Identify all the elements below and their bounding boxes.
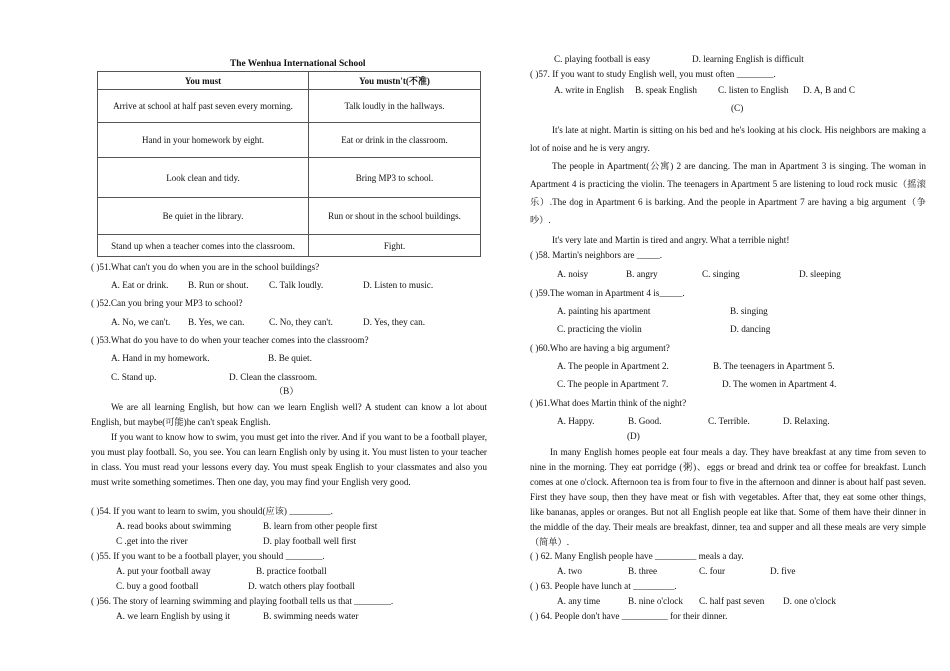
question-57: ( )57. If you want to study English well, you must often ________. [530,69,776,79]
passage-c-paragraph: It's very late and Martin is tired and angry. What a terrible night! [552,235,790,245]
table-cell: Stand up when a teacher comes into the classroom. [98,235,309,257]
passage-b-paragraph: If you want to know how to swim, you must get into the river. And if you want to be a football player, you must play football. So, you see. You can learn English only by using it. You must listen to your teacher in class. You must read your lessons every day. You must speak English to your classmates and also you must write something sometimes. Then one day, you may find your English very good. [91,432,487,487]
school-rules-table [97,71,481,257]
option: A. Hand in my homework. [111,353,210,363]
option: B. swimming needs water [263,611,359,621]
option: C. Stand up. [111,372,157,382]
option: C. No, they can't. [269,317,333,327]
option: A. painting his apartment [557,306,651,316]
option: B. practice football [256,566,327,576]
option: B. Good. [628,416,662,426]
option: D. Yes, they can. [363,317,426,327]
option: C. The people in Apartment 7. [557,379,669,389]
table-row [98,158,481,198]
option: A. No, we can't. [111,317,171,327]
column-header: You mustn't(不准) [309,72,481,90]
option: B. singing [730,306,768,316]
option: C. buy a good football [116,581,199,591]
option: B. The teenagers in Apartment 5. [713,361,835,371]
option: A. two [557,566,583,576]
option: C. singing [702,269,740,279]
option: D. one o'clock [783,596,836,606]
option: D. sleeping [799,269,841,279]
option: A. read books about swimming [116,521,232,531]
table-row [98,123,481,158]
table-cell: Arrive at school at half past seven every morning. [98,90,309,123]
option: C. practicing the violin [557,324,642,334]
question-61: ( )61.What does Martin think of the night? [530,398,687,408]
option: D. A, B and C [803,85,856,95]
option: D. The women in Apartment 4. [722,379,837,389]
option: C. half past seven [699,596,765,606]
page-title: The Wenhua International School [230,59,366,69]
table-row [98,90,481,123]
question-56: ( )56. The story of learning swimming and playing football tells us that ________. [91,596,394,606]
option: D. watch others play football [248,581,355,591]
option: C. listen to English [718,85,789,95]
table-cell: Look clean and tidy. [98,158,309,198]
table-cell: Bring MP3 to school. [309,158,481,198]
question-52: ( )52.Can you bring your MP3 to school? [91,298,243,308]
option: B. Be quiet. [268,353,312,363]
question-59: ( )59.The woman in Apartment 4 is_____. [530,288,685,298]
option: D. Clean the classroom. [229,372,318,382]
option: A. Happy. [557,416,595,426]
option: D. five [770,566,796,576]
question-51: ( )51.What can't you do when you are in the school buildings? [91,262,320,272]
table-row [98,198,481,235]
option: B. three [628,566,658,576]
question-64: ( ) 64. People don't have __________ for their dinner. [530,611,728,621]
question-53: ( )53.What do you have to do when your teacher comes into the classroom? [91,335,369,345]
table-cell: Fight. [309,235,481,257]
question-63: ( ) 63. People have lunch at _________. [530,581,677,591]
option: C .get into the river [116,536,188,546]
option: C. playing football is easy [554,54,651,64]
option: A. put your football away [116,566,211,576]
option: A. noisy [557,269,589,279]
passage-c-paragraph: The people in Apartment(公寓) 2 are dancing. The man in Apartment 3 is singing. The woman in Apartment 4 is practicing the violin. The teenagers in Apartment 5 are listening to loud rock music（摇滚乐）.The dog in Apartment 6 is barking. And the people in Apartment 7 are having a big argument（争吵）. [530,161,926,225]
passage-b-paragraph: We are all learning English, but how can we learn English well? A student can know a lot about English, but maybe(可能)he can't speak English. [91,402,487,427]
option: C. four [699,566,726,576]
option: D. Relaxing. [783,416,830,426]
passage-d-paragraph: In many English homes people eat four meals a day. They have breakfast at any time from seven to nine in the morning. They eat porridge (粥)、eggs or bread and drink tea or coffee for breakfast. Lunch comes at one o'clock. Afternoon tea is from four to five in the afternoon and dinner is about half past seven. First they have soup, then they have meat or fish with vegetables. After that, they eat some other things, like bananas, apples or oranges. But not all English people eat like that. Some of them have their dinner in the middle of the day. Their meals are breakfast, dinner, tea and supper and all these meals are very simple（简单）. [530,447,926,547]
option: D. play football well first [263,536,357,546]
option: B. Yes, we can. [188,317,245,327]
table-cell: Talk loudly in the hallways. [309,90,481,123]
table-cell: Run or shout in the school buildings. [309,198,481,235]
option: A. Eat or drink. [111,280,169,290]
option: B. angry [626,269,658,279]
section-heading: （B） [274,386,299,396]
passage-c-paragraph: It's late at night. Martin is sitting on his bed and he's looking at his clock. His neighbors are making a lot of noise and he is very angry. [530,125,926,153]
option: D. Listen to music. [363,280,434,290]
option: B. Run or shout. [188,280,249,290]
option: A. write in English [554,85,624,95]
section-heading: (C) [731,103,744,113]
option: C. Terrible. [708,416,750,426]
table-cell: Be quiet in the library. [98,198,309,235]
question-60: ( )60.Who are having a big argument? [530,343,670,353]
option: A. any time [557,596,601,606]
section-heading: (D) [627,431,640,441]
question-55: ( )55. If you want to be a football player, you should ________. [91,551,325,561]
option: B. nine o'clock [628,596,683,606]
option: B. learn from other people first [263,521,378,531]
option: D. learning English is difficult [692,54,804,64]
table-row [98,235,481,257]
question-58: ( )58. Martin's neighbors are _____. [530,250,663,260]
column-header: You must [98,72,309,90]
question-62: ( ) 62. Many English people have _________ meals a day. [530,551,744,561]
table-cell: Hand in your homework by eight. [98,123,309,158]
option: C. Talk loudly. [269,280,324,290]
option: A. we learn English by using it [116,611,231,621]
table-cell: Eat or drink in the classroom. [309,123,481,158]
option: B. speak English [635,85,698,95]
option: A. The people in Apartment 2. [557,361,669,371]
question-54: ( )54. If you want to learn to swim, you should(应该) _________. [91,506,333,516]
option: D. dancing [730,324,771,334]
table-header-row [98,72,481,90]
